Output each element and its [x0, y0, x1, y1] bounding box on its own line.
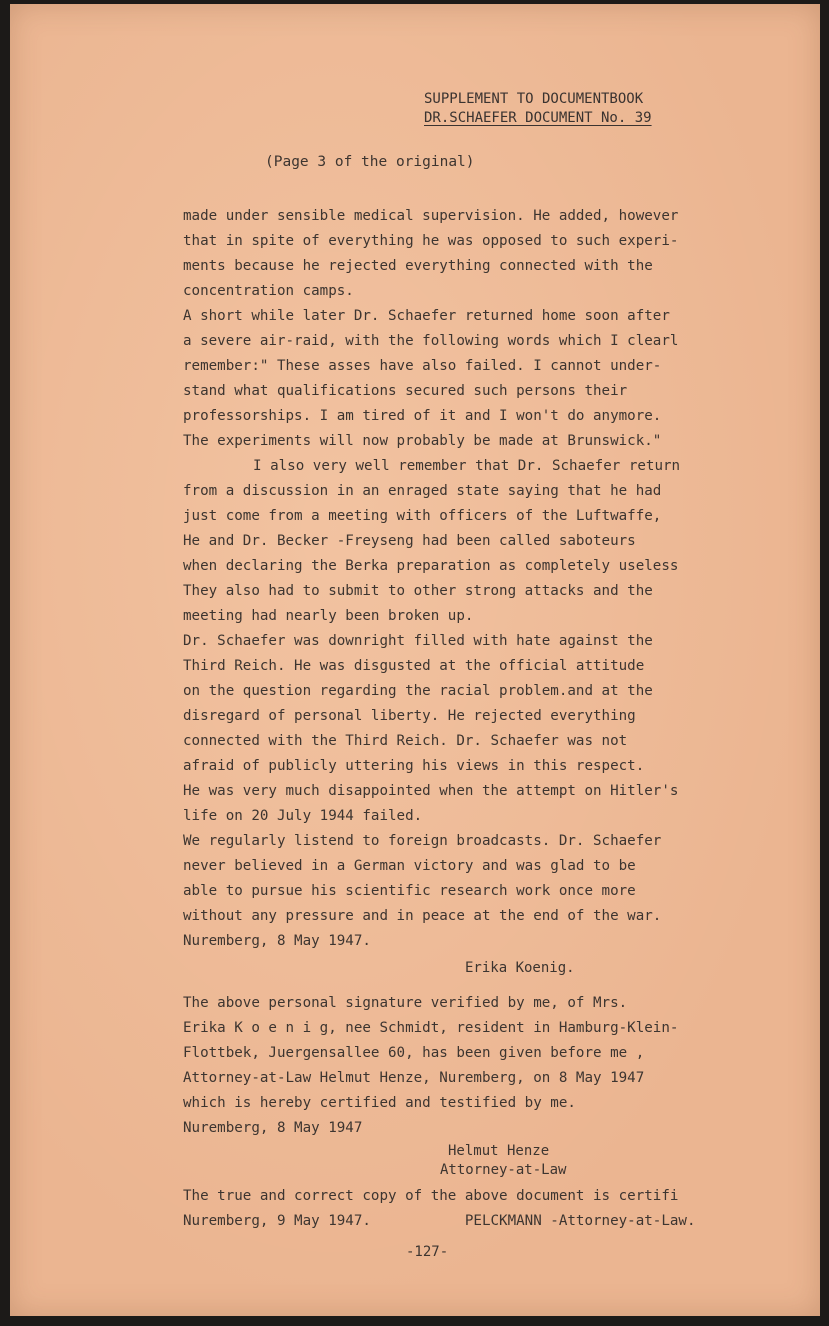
body-line: never believed in a German victory and was glad to be [183, 858, 636, 874]
certification-text [183, 991, 803, 1141]
body-line: life on 20 July 1944 failed. [183, 808, 423, 824]
certification-line: Flottbek, Juergensallee 60, has been given before me , [183, 1045, 645, 1061]
body-line: Dr. Schaefer was downright filled with hate against the [183, 633, 653, 649]
body-line: concentration camps. [183, 283, 354, 299]
final-line: The true and correct copy of the above document is certifi [183, 1188, 679, 1204]
body-line: We regularly listend to foreign broadcasts. Dr. Schaefer [183, 833, 662, 849]
body-line: on the question regarding the racial problem.and at the [183, 683, 653, 699]
certification-line: which is hereby certified and testified by me. [183, 1095, 576, 1111]
body-line: when declaring the Berka preparation as completely useless [183, 558, 679, 574]
signature: Erika Koenig. [465, 960, 575, 976]
certification-line: Attorney-at-Law Helmut Henze, Nuremberg, on 8 May 1947 [183, 1070, 645, 1086]
body-line: made under sensible medical supervision. He added, however [183, 208, 679, 224]
attorney-block [440, 1142, 566, 1180]
document-header [424, 90, 652, 128]
header-line-1: SUPPLEMENT TO DOCUMENTBOOK [424, 91, 644, 107]
body-line: I also very well remember that Dr. Schaefer return [253, 458, 681, 474]
body-line: A short while later Dr. Schaefer returned home soon after [183, 308, 670, 324]
body-line: a severe air-raid, with the following words which I clearl [183, 333, 679, 349]
page-number: -127- [406, 1244, 449, 1260]
document-page [10, 4, 820, 1316]
certification-line: Nuremberg, 8 May 1947 [183, 1120, 363, 1136]
body-text [183, 204, 803, 954]
body-line: Third Reich. He was disgusted at the official attitude [183, 658, 645, 674]
final-line: Nuremberg, 9 May 1947. PELCKMANN -Attorney-at-Law. [183, 1213, 696, 1229]
body-line: They also had to submit to other strong attacks and the [183, 583, 653, 599]
attorney-name: Helmut Henze [448, 1143, 550, 1159]
body-line: meeting had nearly been broken up. [183, 608, 474, 624]
body-line: ments because he rejected everything connected with the [183, 258, 653, 274]
attorney-title: Attorney-at-Law [440, 1162, 567, 1178]
body-line: professorships. I am tired of it and I won't do anymore. [183, 408, 662, 424]
body-line: connected with the Third Reich. Dr. Schaefer was not [183, 733, 628, 749]
body-line: just come from a meeting with officers of the Luftwaffe, [183, 508, 662, 524]
body-line: able to pursue his scientific research work once more [183, 883, 636, 899]
body-line: The experiments will now probably be made at Brunswick." [183, 433, 662, 449]
body-line: disregard of personal liberty. He rejected everything [183, 708, 636, 724]
certification-line: The above personal signature verified by me, of Mrs. [183, 995, 628, 1011]
body-line: afraid of publicly uttering his views in this respect. [183, 758, 645, 774]
body-line: He and Dr. Becker -Freyseng had been called saboteurs [183, 533, 636, 549]
body-line: from a discussion in an enraged state saying that he had [183, 483, 662, 499]
body-line: stand what qualifications secured such persons their [183, 383, 628, 399]
certification-line: Erika K o e n i g, nee Schmidt, resident in Hamburg-Klein- [183, 1020, 679, 1036]
body-line: that in spite of everything he was opposed to such experi- [183, 233, 679, 249]
header-line-2: DR.SCHAEFER DOCUMENT No. 39 [424, 110, 652, 126]
body-line: remember:" These asses have also failed. I cannot under- [183, 358, 662, 374]
body-line: He was very much disappointed when the attempt on Hitler's [183, 783, 679, 799]
page-note: (Page 3 of the original) [265, 154, 475, 170]
body-line: Nuremberg, 8 May 1947. [183, 933, 371, 949]
body-line: without any pressure and in peace at the end of the war. [183, 908, 662, 924]
final-certification [183, 1184, 803, 1234]
